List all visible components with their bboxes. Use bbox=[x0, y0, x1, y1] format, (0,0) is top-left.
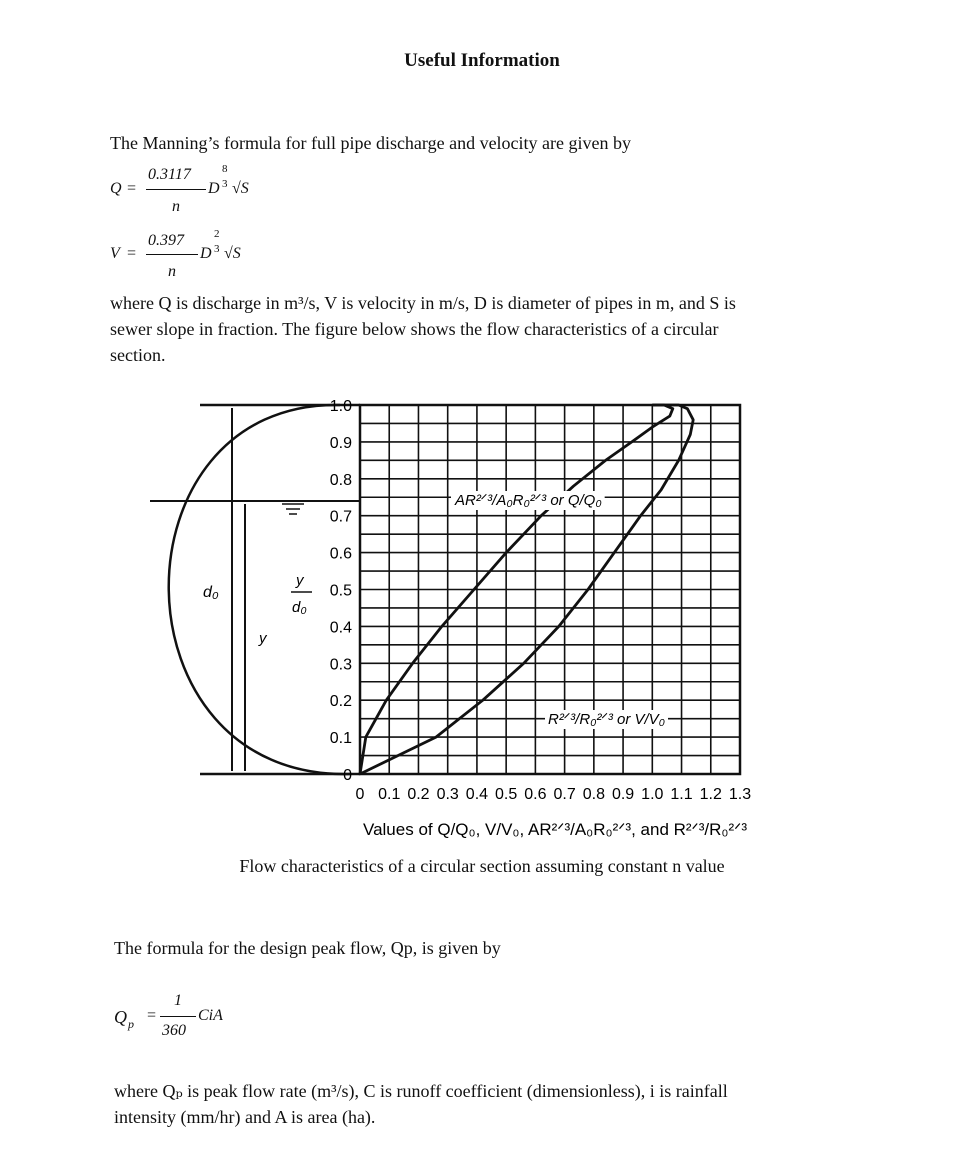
y-tick-label: 0.5 bbox=[329, 582, 352, 600]
eq-qp-equals: = bbox=[146, 1007, 157, 1024]
eq-v-exponent-den: 3 bbox=[214, 243, 220, 255]
figure-caption: Flow characteristics of a circular section assuming constant n value bbox=[239, 856, 725, 876]
y-tick-label: 0.6 bbox=[329, 545, 352, 563]
eq-q-lhs: Q bbox=[110, 180, 122, 197]
pipe-arc bbox=[169, 405, 350, 774]
y-tick-label: 0.4 bbox=[329, 619, 352, 637]
eq-v-numerator: 0.397 bbox=[148, 232, 184, 249]
where-line-2: sewer slope in fraction. The figure below shows the flow characteristics of a circular bbox=[110, 319, 719, 339]
x-tick-label: 0 bbox=[355, 786, 365, 803]
eq-v-exponent-num: 2 bbox=[214, 228, 220, 240]
x-tick-label: 1.3 bbox=[728, 786, 752, 803]
eq-v-variable: D bbox=[200, 245, 212, 262]
x-axis-title: Values of Q/Q₀, V/V₀, AR²ᐟ³/A₀R₀²ᐟ³, and R²ᐟ³/R₀²ᐟ³ bbox=[363, 820, 747, 839]
eq-qp-fraction-bar bbox=[160, 1016, 196, 1017]
eq-q-fraction-bar bbox=[146, 189, 206, 190]
y-tick-label: 0 bbox=[343, 767, 352, 784]
ratio-label-den: d₀ bbox=[292, 599, 307, 616]
y-tick-label: 1.0 bbox=[329, 398, 352, 415]
x-tick-label: 1.0 bbox=[641, 786, 664, 803]
ratio-label-num: y bbox=[296, 572, 304, 589]
eq-q-denominator: n bbox=[172, 198, 180, 215]
where-line-1: where Q is discharge in m³/s, V is velocity in m/s, D is diameter of pipes in m, and S is bbox=[110, 293, 736, 313]
page-title: Useful Information bbox=[404, 50, 560, 71]
eq-q-exponent-den: 3 bbox=[222, 178, 228, 190]
y-label: y bbox=[259, 630, 267, 647]
x-tick-label: 0.6 bbox=[524, 786, 547, 803]
x-tick-label: 0.7 bbox=[553, 786, 576, 803]
intro-text: The Manning’s formula for full pipe discharge and velocity are given by bbox=[110, 133, 632, 153]
eq-v-fraction-bar bbox=[146, 254, 198, 255]
peak-where-line-1: where Qₚ is peak flow rate (m³/s), C is runoff coefficient (dimensionless), i is rainfall bbox=[114, 1081, 728, 1101]
x-tick-label: 0.4 bbox=[465, 786, 489, 803]
eq-v-denominator: n bbox=[168, 263, 176, 280]
x-tick-label: 0.2 bbox=[407, 786, 430, 803]
eq-q-equals: = bbox=[126, 180, 137, 197]
x-tick-label: 0.8 bbox=[582, 786, 605, 803]
eq-qp-numerator: 1 bbox=[174, 992, 182, 1009]
eq-qp-denominator: 360 bbox=[162, 1022, 186, 1039]
eq-qp-lhs: Q bbox=[114, 1007, 127, 1027]
peak-where-line-2: intensity (mm/hr) and A is area (ha). bbox=[114, 1107, 376, 1127]
eq-qp-rhs: CiA bbox=[198, 1007, 223, 1024]
y-tick-label: 0.9 bbox=[329, 434, 352, 452]
x-tick-label: 1.1 bbox=[670, 786, 693, 803]
eq-q-variable: D bbox=[208, 180, 220, 197]
curve2-label: R²ᐟ³/R₀²ᐟ³ or V/V₀ bbox=[548, 711, 666, 728]
y-tick-label: 0.3 bbox=[329, 656, 352, 674]
y-tick-label: 0.1 bbox=[329, 730, 352, 748]
y-tick-label: 0.2 bbox=[329, 693, 352, 711]
eq-v-lhs: V bbox=[110, 245, 120, 262]
flow-characteristics-figure bbox=[0, 380, 964, 900]
eq-qp-subscript: p bbox=[128, 1017, 134, 1031]
flow-chart bbox=[330, 398, 751, 803]
x-tick-label: 0.1 bbox=[378, 786, 401, 803]
y-tick-label: 0.7 bbox=[329, 508, 352, 526]
pipe-cross-section bbox=[150, 405, 360, 774]
eq-v-sqrt: √S bbox=[224, 245, 241, 262]
eq-v-equals: = bbox=[126, 245, 137, 262]
y-tick-label: 0.8 bbox=[329, 471, 352, 489]
x-tick-label: 0.9 bbox=[611, 786, 635, 803]
d0-label: d₀ bbox=[203, 584, 219, 601]
curve1-label: AR²ᐟ³/A₀R₀²ᐟ³ or Q/Q₀ bbox=[455, 492, 602, 509]
x-tick-label: 1.2 bbox=[699, 786, 722, 803]
peak-flow-intro: The formula for the design peak flow, Qp, is given by bbox=[114, 938, 501, 958]
eq-q-sqrt: √S bbox=[232, 180, 249, 197]
x-tick-label: 0.5 bbox=[495, 786, 518, 803]
eq-q-exponent-num: 8 bbox=[222, 163, 228, 175]
x-tick-label: 0.3 bbox=[436, 786, 459, 803]
eq-q-numerator: 0.3117 bbox=[148, 166, 191, 183]
where-line-3: section. bbox=[110, 345, 166, 365]
